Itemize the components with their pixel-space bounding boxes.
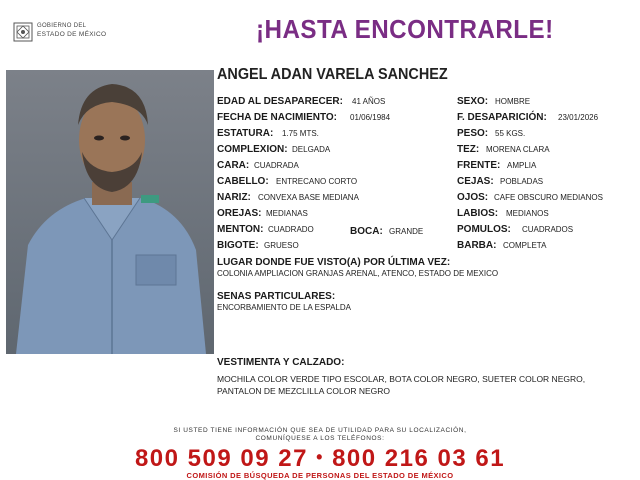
sexo-value: HOMBRE — [495, 97, 531, 106]
phone-separator: • — [316, 447, 324, 467]
barba-value: COMPLETA — [503, 241, 547, 250]
cara-label: CARA: — [217, 160, 250, 171]
estatura-label: ESTATURA: — [217, 128, 274, 139]
edad-value: 41 AÑOS — [352, 97, 386, 106]
menton-value: CUADRADO — [268, 225, 314, 234]
pomulos-label: POMULOS: — [457, 224, 511, 235]
labios-value: MEDIANOS — [506, 209, 549, 218]
person-name: ANGEL ADAN VARELA SANCHEZ — [217, 66, 448, 83]
lugar-value: COLONIA AMPLIACION GRANJAS ARENAL, ATENCO, ESTADO DE MEXICO — [217, 269, 499, 278]
desaparicion-label: F. DESAPARICIÓN: — [457, 112, 547, 123]
logo-text-line2: ESTADO DE MÉXICO — [37, 31, 107, 38]
logo-text-line1: GOBIERNO DEL — [37, 23, 87, 29]
state-seal-icon — [12, 20, 34, 44]
nacimiento-label: FECHA DE NACIMIENTO: — [217, 112, 337, 123]
phone-numbers — [0, 445, 640, 473]
nariz-value: CONVEXA BASE MEDIANA — [258, 193, 359, 202]
portrait-illustration — [6, 70, 214, 354]
frente-value: AMPLIA — [507, 161, 537, 170]
peso-label: PESO: — [457, 128, 489, 139]
peso-value: 55 KGS. — [495, 129, 526, 138]
bigote-label: BIGOTE: — [217, 240, 259, 251]
senas-label: SENAS PARTICULARES: — [217, 291, 336, 302]
senas-value: ENCORBAMIENTO DE LA ESPALDA — [217, 303, 351, 312]
orejas-value: MEDIANAS — [266, 209, 308, 218]
complexion-value: DELGADA — [292, 145, 331, 154]
ojos-label: OJOS: — [457, 192, 489, 203]
tez-value: MORENA CLARA — [486, 145, 550, 154]
government-logo — [12, 20, 132, 46]
vestimenta-value: MOCHILA COLOR VERDE TIPO ESCOLAR, BOTA COLOR NEGRO, SUETER COLOR NEGRO, PANTALON DE MEZCLILLA COLOR NEGRO — [217, 374, 586, 396]
sexo-label: SEXO: — [457, 96, 489, 107]
complexion-label: COMPLEXION: — [217, 144, 288, 155]
nariz-label: NARIZ: — [217, 192, 251, 203]
cabello-label: CABELLO: — [217, 176, 269, 187]
estatura-value: 1.75 MTS. — [282, 129, 319, 138]
bigote-value: GRUESO — [264, 241, 299, 250]
menton-label: MENTON: — [217, 224, 264, 235]
lugar-label: LUGAR DONDE FUE VISTO(A) POR ÚLTIMA VEZ: — [217, 257, 451, 268]
tez-label: TEZ: — [457, 144, 480, 155]
orejas-label: OREJAS: — [217, 208, 262, 219]
cejas-label: CEJAS: — [457, 176, 494, 187]
footer-note-line1: SI USTED TIENE INFORMACIÓN QUE SEA DE UTILIDAD PARA SU LOCALIZACIÓN, — [173, 427, 467, 434]
pomulos-value: CUADRADOS — [522, 225, 574, 234]
ojos-value: CAFE OBSCURO MEDIANOS — [494, 193, 603, 202]
nacimiento-value: 01/06/1984 — [350, 113, 391, 122]
commission-name: COMISIÓN DE BÚSQUEDA DE PERSONAS DEL ESTADO DE MÉXICO — [186, 471, 454, 480]
headline: ¡HASTA ENCONTRARLE! — [256, 14, 554, 44]
missing-person-photo — [6, 70, 214, 354]
labios-label: LABIOS: — [457, 208, 499, 219]
frente-label: FRENTE: — [457, 160, 501, 171]
cara-value: CUADRADA — [254, 161, 299, 170]
footer-note-line2: COMUNÍQUESE A LOS TELÉFONOS: — [255, 435, 385, 442]
boca-label: BOCA: — [350, 226, 383, 237]
barba-label: BARBA: — [457, 240, 497, 251]
cabello-value: ENTRECANO CORTO — [276, 177, 358, 186]
phone-1[interactable]: 800 509 09 27 — [134, 445, 308, 472]
desaparicion-value: 23/01/2026 — [558, 113, 599, 122]
vestimenta-label: VESTIMENTA Y CALZADO: — [217, 357, 345, 368]
cejas-value: POBLADAS — [500, 177, 544, 186]
phone-2[interactable]: 800 216 03 61 — [332, 445, 506, 472]
edad-label: EDAD AL DESAPARECER: — [217, 96, 343, 107]
boca-value: GRANDE — [389, 227, 424, 236]
